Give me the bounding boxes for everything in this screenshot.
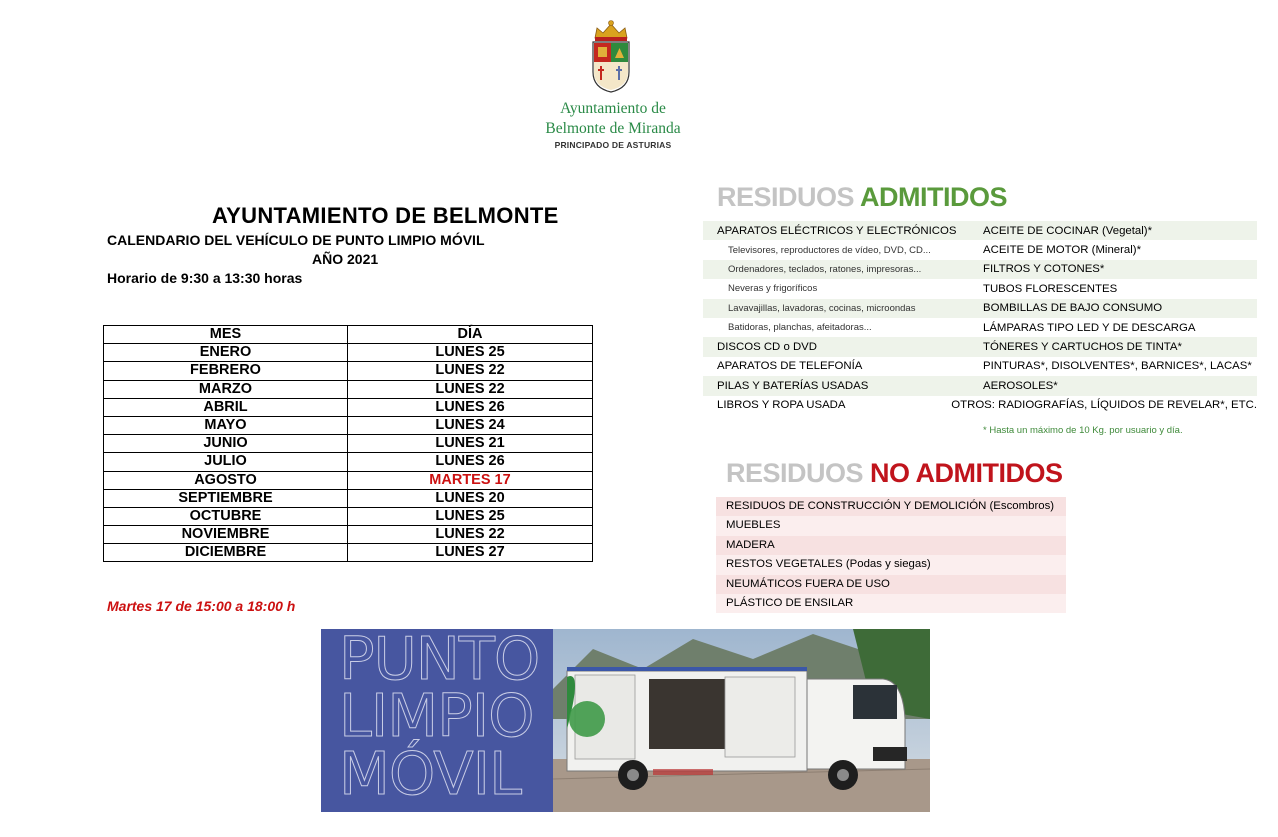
table-row bbox=[104, 489, 593, 507]
table-row bbox=[104, 453, 593, 471]
list-item bbox=[703, 318, 1257, 337]
list-item bbox=[703, 260, 1257, 279]
month-cell: AGOSTO bbox=[104, 471, 348, 489]
day-cell: LUNES 26 bbox=[348, 398, 593, 416]
month-cell: SEPTIEMBRE bbox=[104, 489, 348, 507]
month-cell: MARZO bbox=[104, 380, 348, 398]
month-cell: MAYO bbox=[104, 416, 348, 434]
table-row bbox=[104, 416, 593, 434]
admitted-left: Batidoras, planchas, afeitadoras... bbox=[728, 322, 872, 334]
list-item bbox=[703, 279, 1257, 298]
admitted-list bbox=[703, 221, 1257, 415]
not-admitted-label: RESTOS VEGETALES bbox=[726, 558, 843, 571]
admitted-left: Neveras y frigoríficos bbox=[728, 283, 818, 295]
not-admitted-label: NEUMÁTICOS FUERA DE USO bbox=[726, 577, 890, 590]
day-cell: LUNES 24 bbox=[348, 416, 593, 434]
admitted-right: PINTURAS*, DISOLVENTES*, BARNICES*, LACAS* bbox=[983, 360, 1252, 373]
day-cell: LUNES 27 bbox=[348, 544, 593, 562]
list-item bbox=[703, 337, 1257, 356]
document-year: AÑO 2021 bbox=[312, 251, 379, 267]
admitted-footnote: * Hasta un máximo de 10 Kg. por usuario y día. bbox=[983, 425, 1183, 436]
admitted-title-word1: RESIDUOS bbox=[717, 182, 855, 212]
admitted-right-label: ACEITE DE COCINAR bbox=[983, 224, 1099, 237]
admitted-left: Televisores, reproductores de vídeo, DVD, CD... bbox=[728, 244, 931, 256]
table-row bbox=[104, 544, 593, 562]
banner-text-panel bbox=[321, 629, 561, 812]
list-item bbox=[703, 376, 1257, 395]
table-row bbox=[104, 344, 593, 362]
admitted-right-label: ACEITE DE MOTOR bbox=[983, 244, 1089, 257]
day-cell: LUNES 25 bbox=[348, 507, 593, 525]
list-item bbox=[716, 536, 1066, 555]
admitted-title-word2: ADMITIDOS bbox=[860, 182, 1008, 212]
table-row bbox=[104, 380, 593, 398]
day-cell: LUNES 20 bbox=[348, 489, 593, 507]
not-admitted-label: PLÁSTICO DE ENSILAR bbox=[726, 596, 854, 609]
column-header-month: MES bbox=[104, 326, 348, 344]
table-row bbox=[104, 526, 593, 544]
month-cell: DICIEMBRE bbox=[104, 544, 348, 562]
admitted-section-title bbox=[717, 182, 1007, 213]
not-admitted-list bbox=[716, 497, 1066, 613]
document-title: AYUNTAMIENTO DE BELMONTE bbox=[212, 203, 559, 228]
not-admitted-extra: (Podas y siegas) bbox=[842, 558, 931, 571]
admitted-left: Lavavajillas, lavadoras, cocinas, microondas bbox=[728, 302, 916, 314]
admitted-right: FILTROS Y COTONES* bbox=[983, 263, 1105, 276]
month-cell: ABRIL bbox=[104, 398, 348, 416]
calendar-table bbox=[103, 325, 593, 562]
table-row bbox=[104, 507, 593, 525]
banner-word-1: PUNTO bbox=[339, 629, 540, 693]
list-item bbox=[716, 594, 1066, 613]
admitted-right: OTROS: RADIOGRAFÍAS, LÍQUIDOS DE REVELAR*, ETC. bbox=[951, 399, 1257, 412]
list-item bbox=[716, 555, 1066, 574]
not-admitted-title-word2: NO ADMITIDOS bbox=[870, 458, 1063, 488]
day-cell-highlighted: MARTES 17 bbox=[348, 471, 593, 489]
table-row bbox=[104, 398, 593, 416]
admitted-left: Ordenadores, teclados, ratones, impresoras... bbox=[728, 263, 922, 275]
day-cell: LUNES 21 bbox=[348, 435, 593, 453]
list-item bbox=[703, 357, 1257, 376]
truck-photo bbox=[553, 629, 930, 812]
day-cell: LUNES 22 bbox=[348, 526, 593, 544]
admitted-left: APARATOS DE TELEFONÍA bbox=[717, 360, 863, 373]
not-admitted-title-word1: RESIDUOS bbox=[726, 458, 864, 488]
org-name-line1: Ayuntamiento de bbox=[560, 100, 666, 117]
coat-of-arms-logo bbox=[588, 18, 634, 94]
table-row-highlighted bbox=[104, 471, 593, 489]
list-item bbox=[716, 497, 1066, 516]
month-cell: JULIO bbox=[104, 453, 348, 471]
day-cell: LUNES 25 bbox=[348, 344, 593, 362]
month-cell: JUNIO bbox=[104, 435, 348, 453]
admitted-right: AEROSOLES* bbox=[983, 379, 1058, 392]
list-item bbox=[703, 240, 1257, 259]
list-item bbox=[703, 299, 1257, 318]
admitted-right bbox=[969, 244, 1257, 256]
month-cell: NOVIEMBRE bbox=[104, 526, 348, 544]
list-item bbox=[703, 221, 1257, 240]
special-schedule-note: Martes 17 de 15:00 a 18:00 h bbox=[107, 598, 296, 614]
admitted-left: PILAS Y BATERÍAS USADAS bbox=[717, 379, 869, 392]
not-admitted-label: RESIDUOS DE CONSTRUCCIÓN Y DEMOLICIÓN bbox=[726, 500, 987, 512]
day-cell: LUNES 26 bbox=[348, 453, 593, 471]
column-header-day: DÍA bbox=[348, 326, 593, 344]
calendar-header-row bbox=[104, 326, 593, 344]
admitted-right-extra: (Mineral)* bbox=[1088, 244, 1142, 257]
admitted-right: TÓNERES Y CARTUCHOS DE TINTA* bbox=[983, 341, 1182, 354]
admitted-right: BOMBILLAS DE BAJO CONSUMO bbox=[983, 302, 1163, 315]
org-region: PRINCIPADO DE ASTURIAS bbox=[554, 140, 672, 150]
admitted-right: TUBOS FLORESCENTES bbox=[983, 282, 1118, 295]
admitted-right-extra: (Vegetal)* bbox=[1098, 224, 1153, 237]
list-item bbox=[716, 516, 1066, 535]
admitted-left: LIBROS Y ROPA USADA bbox=[717, 399, 846, 412]
day-cell: LUNES 22 bbox=[348, 362, 593, 380]
table-row bbox=[104, 362, 593, 380]
admitted-right: LÁMPARAS TIPO LED Y DE DESCARGA bbox=[983, 321, 1196, 334]
month-cell: ENERO bbox=[104, 344, 348, 362]
admitted-right bbox=[969, 225, 1257, 237]
list-item bbox=[716, 575, 1066, 594]
not-admitted-label: MADERA bbox=[726, 538, 775, 551]
admitted-left: DISCOS CD o DVD bbox=[717, 341, 818, 354]
not-admitted-extra: (Escombros) bbox=[986, 500, 1055, 512]
service-hours: Horario de 9:30 a 13:30 horas bbox=[107, 270, 303, 286]
list-item bbox=[703, 396, 1257, 415]
org-name-line2: Belmonte de Miranda bbox=[545, 120, 681, 137]
admitted-left: APARATOS ELÉCTRICOS Y ELECTRÓNICOS bbox=[717, 224, 957, 237]
mobile-recycling-banner bbox=[321, 629, 930, 812]
banner-word-2: LIMPIO bbox=[339, 681, 534, 750]
table-row bbox=[104, 435, 593, 453]
not-admitted-label: MUEBLES bbox=[726, 519, 781, 532]
month-cell: FEBRERO bbox=[104, 362, 348, 380]
banner-word-3: MÓVIL bbox=[339, 739, 521, 808]
document-subtitle: CALENDARIO DEL VEHÍCULO DE PUNTO LIMPIO MÓVIL bbox=[107, 232, 485, 248]
day-cell: LUNES 22 bbox=[348, 380, 593, 398]
month-cell: OCTUBRE bbox=[104, 507, 348, 525]
not-admitted-section-title bbox=[726, 458, 1063, 489]
